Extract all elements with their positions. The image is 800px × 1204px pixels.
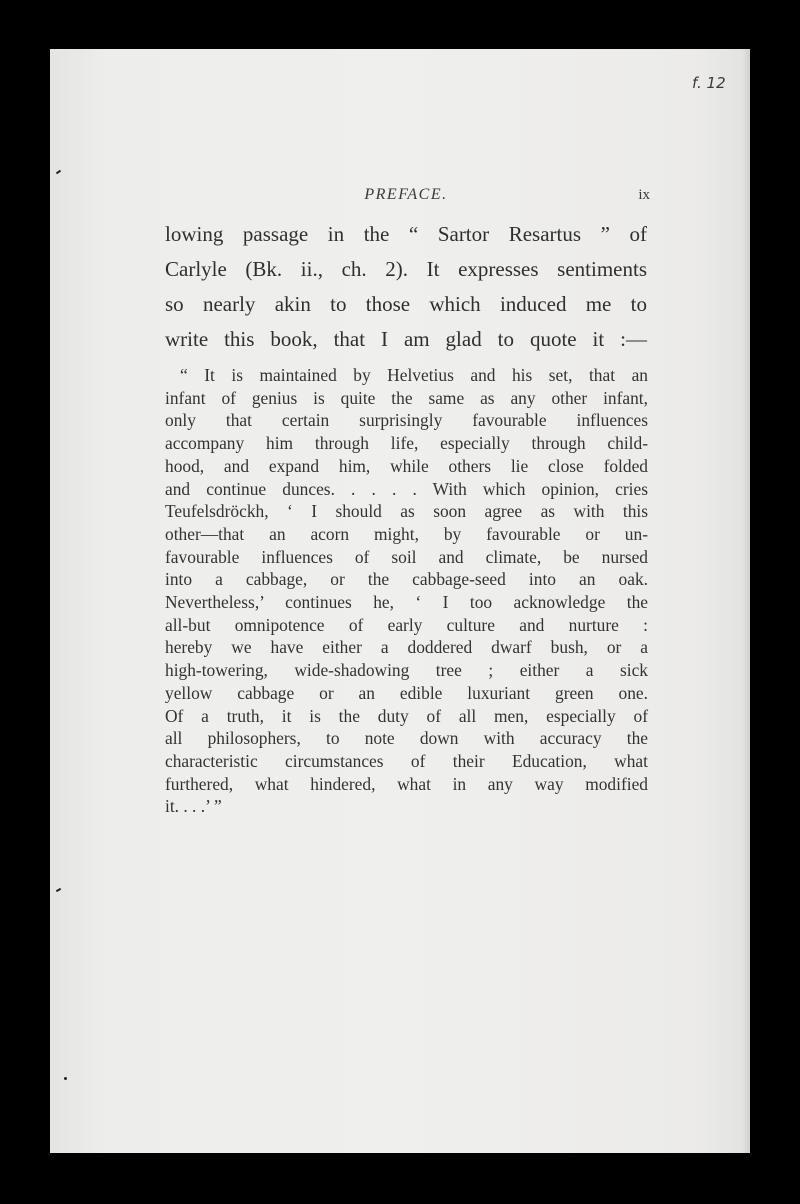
text-line: into a cabbage, or the cabbage-seed into an oak.: [165, 569, 648, 590]
intro-paragraph: [165, 217, 647, 357]
page-number: ix: [638, 187, 650, 203]
text-line: other—that an acorn might, by favourable or un-: [165, 523, 648, 544]
text-line: only that certain surprisingly favourable influences: [165, 410, 648, 431]
page-edge-shadow: [742, 49, 750, 1153]
text-line: Nevertheless,’ continues he, ‘ I too acknowledge the: [165, 592, 648, 613]
text-line: hood, and expand him, while others lie close folded: [165, 455, 648, 476]
stray-mark: [56, 888, 61, 892]
text-line: high-towering, wide-shadowing tree ; either a sick: [165, 660, 648, 681]
handwritten-folio-mark: f. 12: [692, 74, 726, 92]
text-line: and continue dunces. . . . . With which opinion, cries: [165, 478, 648, 499]
stray-mark: [64, 1077, 67, 1080]
stray-mark: [56, 170, 61, 175]
text-line: so nearly akin to those which induced me to: [165, 292, 647, 316]
text-line: furthered, what hindered, what in any way modified: [165, 773, 648, 794]
text-line: Teufelsdröckh, ‘ I should as soon agree as with this: [165, 501, 648, 522]
text-line: Carlyle (Bk. ii., ch. 2). It expresses sentiments: [165, 257, 647, 281]
text-line: write this book, that I am glad to quote it :—: [165, 327, 647, 351]
block-quote: [165, 364, 648, 818]
text-line: accompany him through life, especially through child-: [165, 433, 648, 454]
running-head: [162, 186, 650, 208]
text-line: “ It is maintained by Helvetius and his set, that an: [180, 365, 648, 385]
text-line: characteristic circumstances of their Education, what: [165, 750, 648, 771]
text-line: it. . . .’ ”: [165, 796, 222, 817]
text-line: yellow cabbage or an edible luxuriant green one.: [165, 682, 648, 703]
text-line: infant of genius is quite the same as any other infant,: [165, 387, 648, 408]
running-title: PREFACE.: [364, 186, 448, 203]
book-page: [50, 49, 750, 1153]
text-line: favourable influences of soil and climate, be nursed: [165, 546, 648, 567]
text-line: all-but omnipotence of early culture and nurture :: [165, 614, 648, 635]
text-line: lowing passage in the “ Sartor Resartus ” of: [165, 222, 647, 246]
text-line: hereby we have either a doddered dwarf bush, or a: [165, 637, 648, 658]
text-line: all philosophers, to note down with accuracy the: [165, 728, 648, 749]
text-line: Of a truth, it is the duty of all men, especially of: [165, 705, 648, 726]
